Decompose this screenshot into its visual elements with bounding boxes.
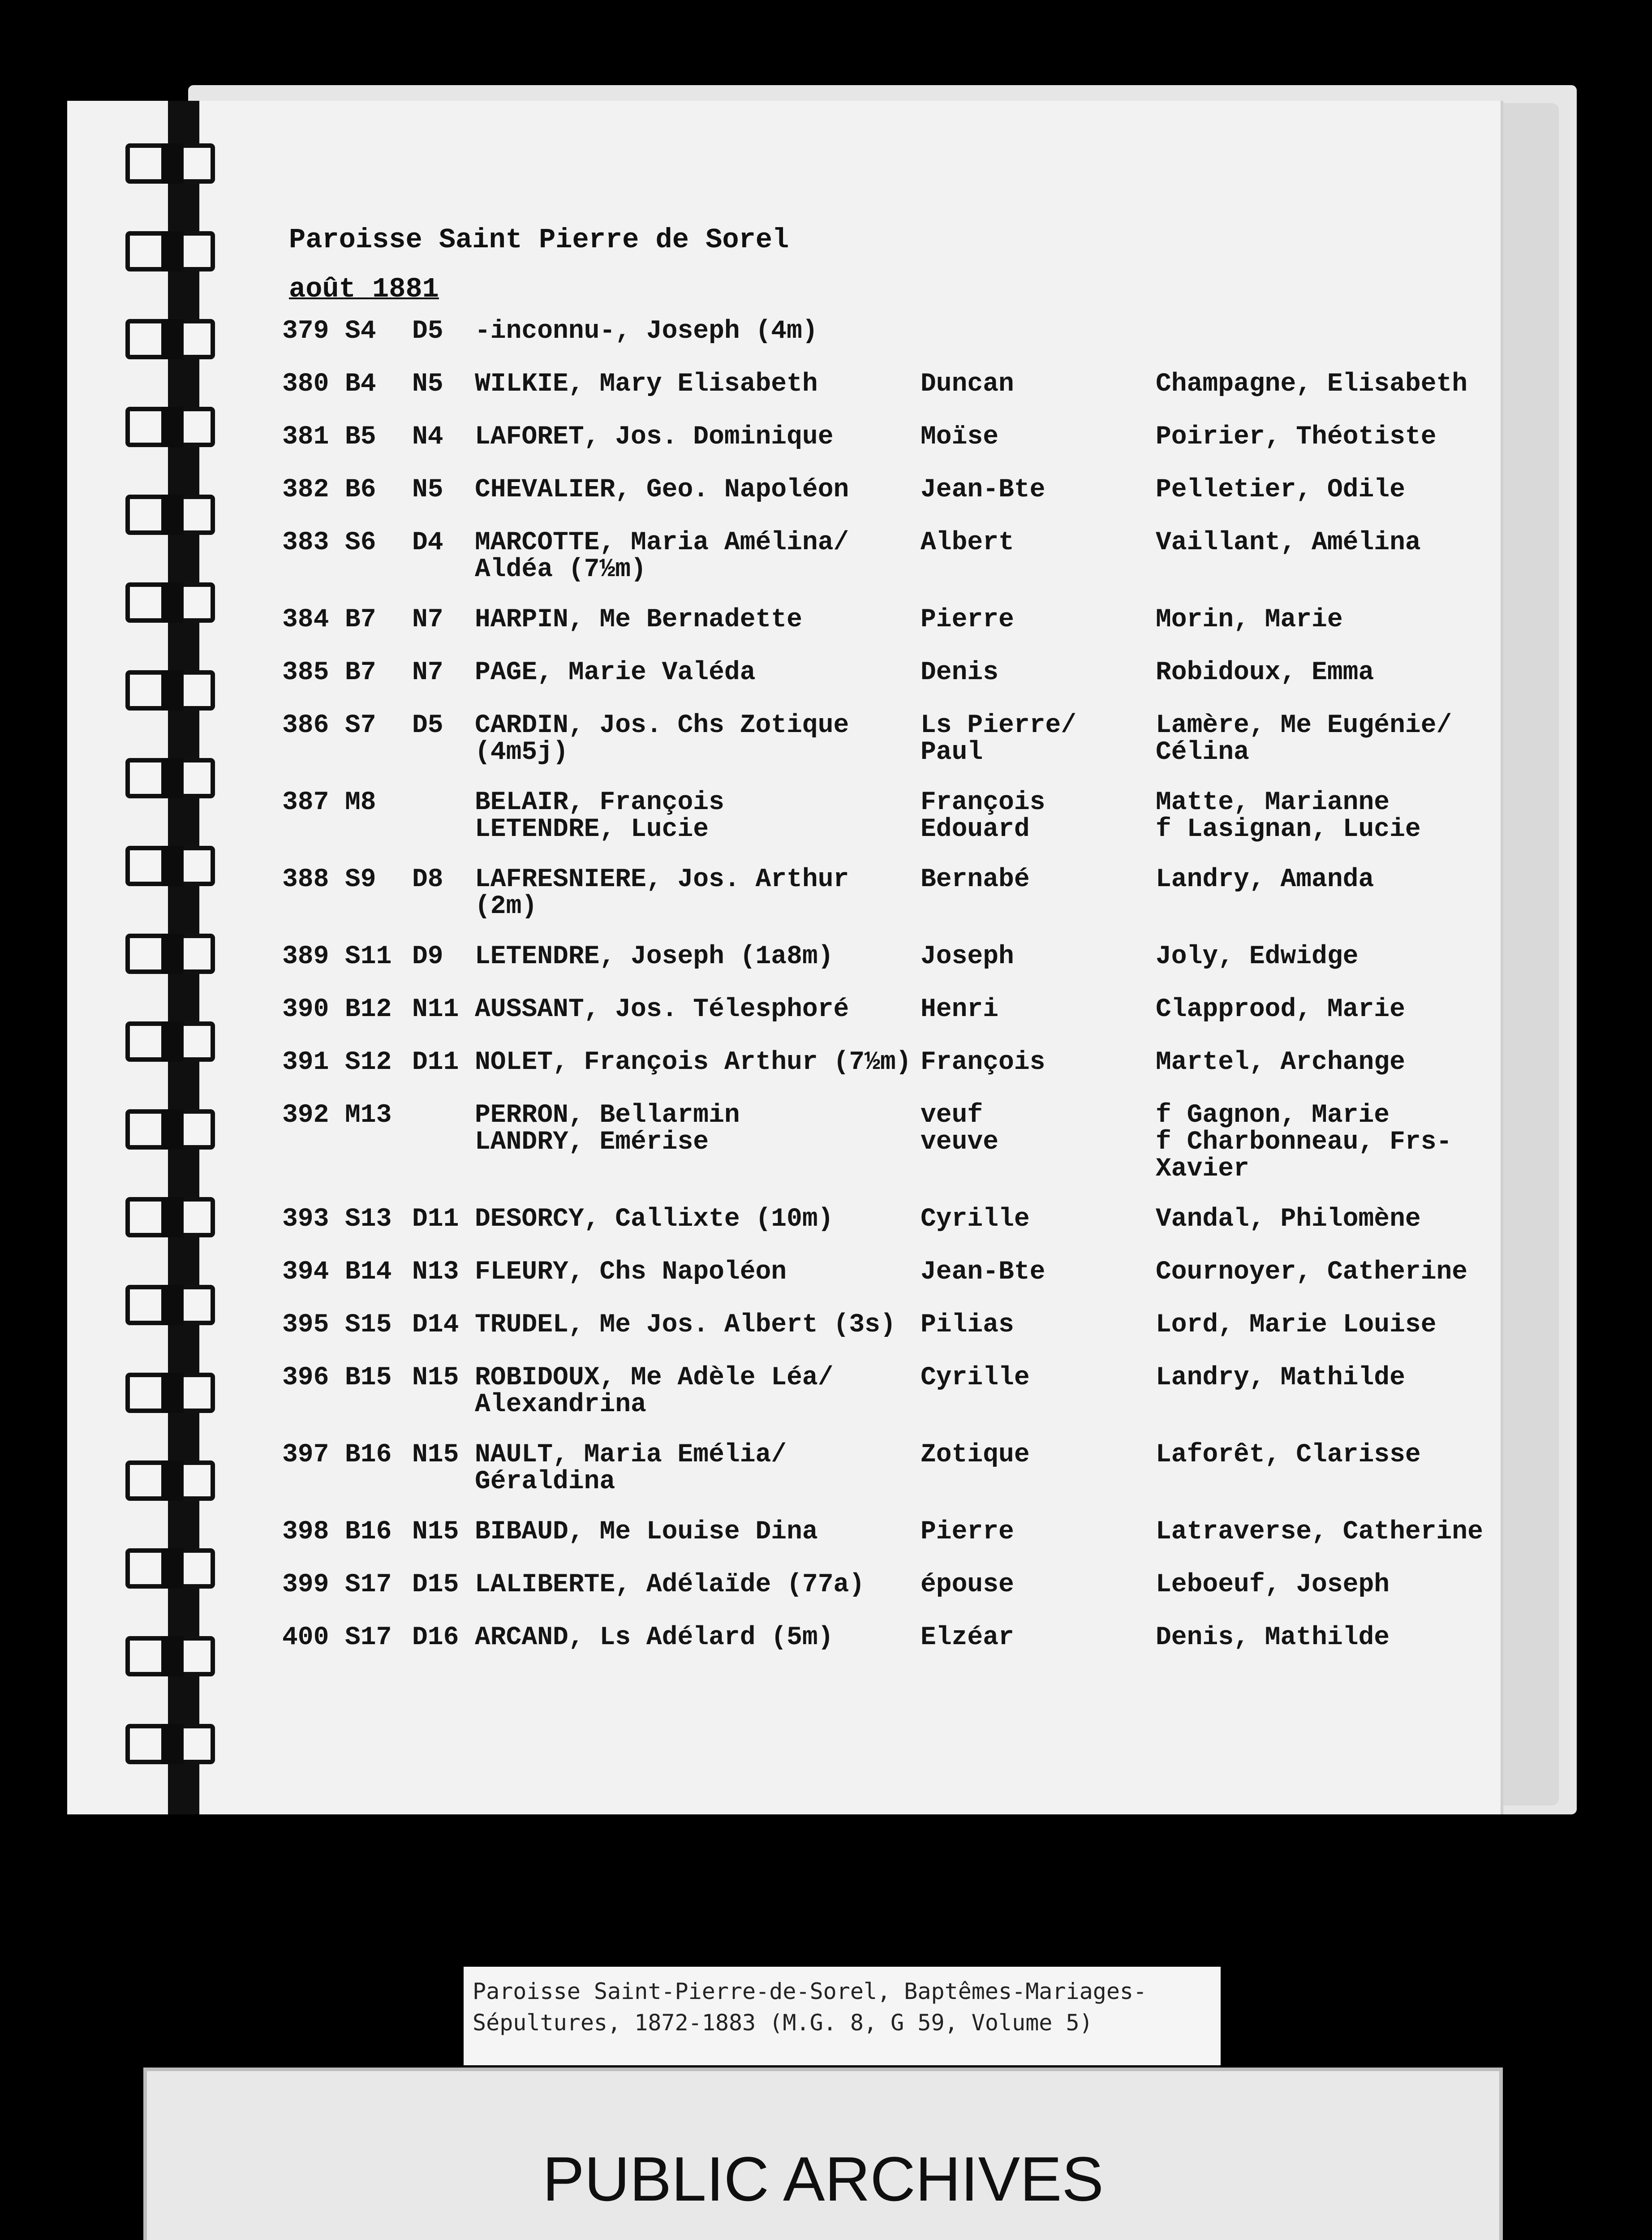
binding-ring (125, 1548, 215, 1589)
entry-mother: Champagne, Elisabeth (1156, 370, 1468, 399)
entry-number: 384 (282, 605, 329, 634)
entry-name: WILKIE, Mary Elisabeth (475, 370, 818, 399)
entry-number: 381 (282, 422, 329, 452)
entry-father: Albert (921, 528, 1014, 557)
entry-name: LAFRESNIERE, Jos. Arthur (2m) (475, 865, 849, 921)
entry-mother: Pelletier, Odile (1156, 475, 1405, 504)
entry-name: NAULT, Maria Emélia/ Géraldina (475, 1440, 787, 1496)
binding-ring (125, 582, 215, 623)
entry-father: Jean-Bte (921, 475, 1045, 504)
entry-mother: Vandal, Philomène (1156, 1205, 1421, 1234)
entry-number: 390 (282, 995, 329, 1024)
entry-code: B16 (345, 1517, 392, 1546)
entry-father: veuf veuve (921, 1101, 999, 1157)
entry-number: 389 (282, 942, 329, 971)
entry-number: 400 (282, 1623, 329, 1652)
entry-mother: Robidoux, Emma (1156, 658, 1374, 687)
entry-code: S7 (345, 711, 376, 740)
entry-mother: Matte, Marianne f Lasignan, Lucie (1156, 788, 1421, 844)
entry-name: DESORCY, Callixte (10m) (475, 1205, 834, 1234)
entry-name: HARPIN, Me Bernadette (475, 605, 802, 634)
binding-ring (125, 670, 215, 711)
entry-name: TRUDEL, Me Jos. Albert (3s) (475, 1310, 896, 1340)
entry-mother: Lamère, Me Eugénie/ Célina (1156, 711, 1452, 767)
binding-ring (125, 1724, 215, 1764)
entry-code: B6 (345, 475, 376, 504)
entry-father: François Edouard (921, 788, 1045, 844)
binding-ring (125, 1285, 215, 1325)
entry-mother: Clapprood, Marie (1156, 995, 1405, 1024)
binding-ring (125, 495, 215, 535)
entry-name: CHEVALIER, Geo. Napoléon (475, 475, 849, 504)
entry-number: 379 (282, 317, 329, 346)
entry-name: ARCAND, Ls Adélard (5m) (475, 1623, 834, 1652)
entry-code-2: D11 (412, 1205, 459, 1234)
entry-code: S6 (345, 528, 376, 557)
catalog-label: Paroisse Saint-Pierre-de-Sorel, Baptêmes-Mariages- Sépultures, 1872-1883 (M.G. 8, G 59, Volume 5) (464, 1967, 1221, 2065)
entry-code-2: D14 (412, 1310, 459, 1340)
entry-father: Denis (921, 658, 999, 687)
entry-mother: Lord, Marie Louise (1156, 1310, 1437, 1340)
entry-code: B4 (345, 370, 376, 399)
entry-father: Ls Pierre/ Paul (921, 711, 1077, 767)
entry-name: NOLET, François Arthur (7½m) (475, 1048, 912, 1077)
page-title: Paroisse Saint Pierre de Sorel (289, 224, 789, 256)
entry-name: -inconnu-, Joseph (4m) (475, 317, 818, 346)
entry-number: 397 (282, 1440, 329, 1469)
entry-father: Cyrille (921, 1205, 1030, 1234)
entry-mother: Joly, Edwidge (1156, 942, 1359, 971)
entry-code-2: D5 (412, 317, 443, 346)
entry-code-2: N11 (412, 995, 459, 1024)
entry-code: M8 (345, 788, 376, 817)
entry-code: M13 (345, 1101, 392, 1130)
entry-name: CARDIN, Jos. Chs Zotique (4m5j) (475, 711, 849, 767)
entry-code-2: N5 (412, 475, 443, 504)
entry-father: Bernabé (921, 865, 1030, 894)
entry-number: 395 (282, 1310, 329, 1340)
entry-code-2: D4 (412, 528, 443, 557)
banner-line-1: PUBLIC ARCHIVES (542, 2144, 1104, 2214)
entry-father: Joseph (921, 942, 1014, 971)
entry-code-2: N4 (412, 422, 443, 452)
entry-father: Cyrille (921, 1363, 1030, 1392)
entry-father: Elzéar (921, 1623, 1014, 1652)
entry-number: 385 (282, 658, 329, 687)
binding-ring (125, 319, 215, 359)
entry-mother: Cournoyer, Catherine (1156, 1258, 1468, 1287)
entry-code: B7 (345, 605, 376, 634)
entry-name: LALIBERTE, Adélaïde (77a) (475, 1570, 865, 1599)
register-entries (269, 318, 1514, 1707)
entry-mother: Vaillant, Amélina (1156, 528, 1421, 557)
entry-number: 392 (282, 1101, 329, 1130)
entry-name: BIBAUD, Me Louise Dina (475, 1517, 818, 1546)
entry-father: Moïse (921, 422, 999, 452)
entry-code: B12 (345, 995, 392, 1024)
binding-ring (125, 1109, 215, 1150)
binding-ring (125, 1021, 215, 1062)
entry-code: B15 (345, 1363, 392, 1392)
entry-father: Zotique (921, 1440, 1030, 1469)
entry-number: 386 (282, 711, 329, 740)
entry-code: S9 (345, 865, 376, 894)
entry-code-2: N5 (412, 370, 443, 399)
entry-code: S17 (345, 1623, 392, 1652)
entry-mother: Martel, Archange (1156, 1048, 1405, 1077)
entry-number: 394 (282, 1258, 329, 1287)
entry-code: B16 (345, 1440, 392, 1469)
entry-number: 399 (282, 1570, 329, 1599)
entry-code-2: D11 (412, 1048, 459, 1077)
entry-number: 393 (282, 1205, 329, 1234)
entry-mother: Denis, Mathilde (1156, 1623, 1390, 1652)
binding-ring (125, 1197, 215, 1237)
entry-name: FLEURY, Chs Napoléon (475, 1258, 787, 1287)
binding-ring (125, 143, 215, 184)
entry-code-2: D5 (412, 711, 443, 740)
entry-code: S11 (345, 942, 392, 971)
entry-name: ROBIDOUX, Me Adèle Léa/ Alexandrina (475, 1363, 834, 1419)
entry-name: PERRON, Bellarmin LANDRY, Emérise (475, 1101, 740, 1157)
entry-mother: Laforêt, Clarisse (1156, 1440, 1421, 1469)
entry-code-2: D16 (412, 1623, 459, 1652)
entry-code: S13 (345, 1205, 392, 1234)
entry-code: S15 (345, 1310, 392, 1340)
entry-father: Pilias (921, 1310, 1014, 1340)
month-heading: août 1881 (289, 273, 439, 305)
entry-code: B14 (345, 1258, 392, 1287)
entry-code-2: D9 (412, 942, 443, 971)
entry-number: 380 (282, 370, 329, 399)
entry-mother: Landry, Amanda (1156, 865, 1374, 894)
entry-code: S17 (345, 1570, 392, 1599)
binding-ring (125, 1636, 215, 1676)
entry-mother: Latraverse, Catherine (1156, 1517, 1483, 1546)
entry-code: S4 (345, 317, 376, 346)
binding-ring (125, 1373, 215, 1413)
entry-father: Pierre (921, 605, 1014, 634)
entry-code-2: N15 (412, 1363, 459, 1392)
entry-code: B5 (345, 422, 376, 452)
entry-code: S12 (345, 1048, 392, 1077)
entry-code-2: D8 (412, 865, 443, 894)
entry-code: B7 (345, 658, 376, 687)
entry-number: 396 (282, 1363, 329, 1392)
entry-name: MARCOTTE, Maria Amélina/ Aldéa (7½m) (475, 528, 849, 584)
binding-ring (125, 1460, 215, 1501)
entry-mother: Morin, Marie (1156, 605, 1343, 634)
entry-code-2: N7 (412, 658, 443, 687)
archives-banner (143, 2068, 1503, 2240)
entry-number: 388 (282, 865, 329, 894)
entry-name: LETENDRE, Joseph (1a8m) (475, 942, 834, 971)
entry-name: BELAIR, François LETENDRE, Lucie (475, 788, 724, 844)
entry-father: Pierre (921, 1517, 1014, 1546)
binding-ring (125, 758, 215, 798)
entry-code-2: N15 (412, 1440, 459, 1469)
entry-number: 382 (282, 475, 329, 504)
entry-code-2: N13 (412, 1258, 459, 1287)
entry-father: Jean-Bte (921, 1258, 1045, 1287)
entry-mother: Landry, Mathilde (1156, 1363, 1405, 1392)
entry-name: PAGE, Marie Valéda (475, 658, 756, 687)
entry-number: 383 (282, 528, 329, 557)
entry-name: AUSSANT, Jos. Télesphoré (475, 995, 849, 1024)
entry-code-2: N7 (412, 605, 443, 634)
binding-ring (125, 934, 215, 974)
entry-code-2: D15 (412, 1570, 459, 1599)
binding-ring (125, 846, 215, 886)
entry-father: épouse (921, 1570, 1014, 1599)
entry-father: Duncan (921, 370, 1014, 399)
entry-name: LAFORET, Jos. Dominique (475, 422, 834, 452)
entry-father: François (921, 1048, 1045, 1077)
entry-number: 398 (282, 1517, 329, 1546)
spiral-binding (125, 143, 251, 1792)
entry-mother: f Gagnon, Marie f Charbonneau, Frs- Xavier (1156, 1101, 1452, 1184)
binding-ring (125, 407, 215, 447)
entry-code-2: N15 (412, 1517, 459, 1546)
entry-number: 391 (282, 1048, 329, 1077)
entry-mother: Leboeuf, Joseph (1156, 1570, 1390, 1599)
binding-ring (125, 231, 215, 271)
entry-father: Henri (921, 995, 999, 1024)
entry-number: 387 (282, 788, 329, 817)
entry-mother: Poirier, Théotiste (1156, 422, 1437, 452)
